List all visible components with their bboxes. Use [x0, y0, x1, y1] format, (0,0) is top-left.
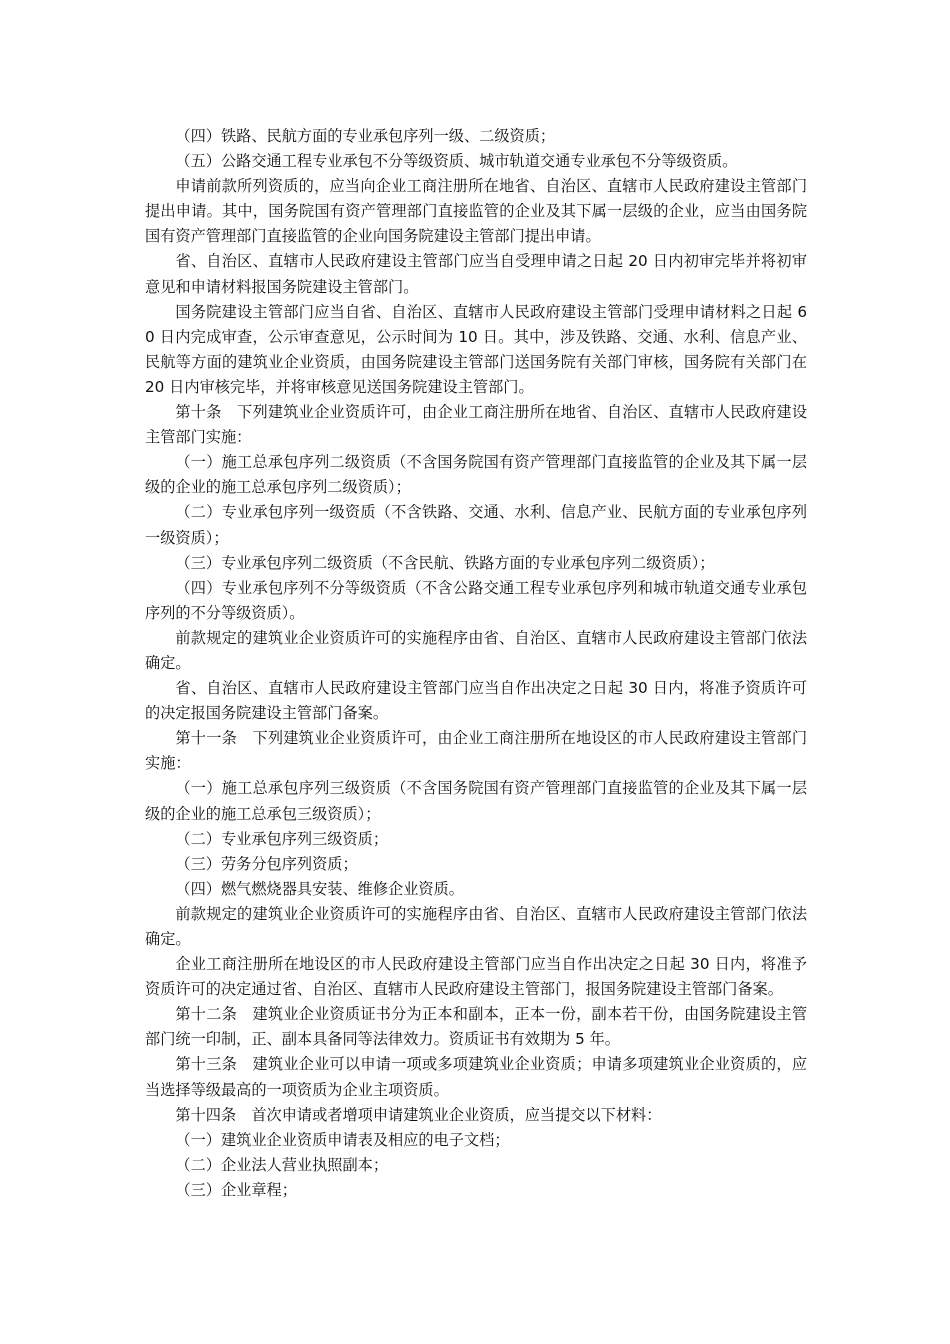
article-11: 第十一条 下列建筑业企业资质许可，由企业工商注册所在地设区的市人民政府建设主管部门实施：: [145, 729, 807, 773]
paragraph: （一）施工总承包序列二级资质（不含国务院国有资产管理部门直接监管的企业及其下属一层级的企业的施工总承包序列二级资质）；: [145, 453, 807, 497]
paragraph: 前款规定的建筑业企业资质许可的实施程序由省、自治区、直辖市人民政府建设主管部门依法确定。: [145, 628, 807, 672]
paragraph: （四）燃气燃烧器具安装、维修企业资质。: [175, 879, 464, 898]
article-13: 第十三条 建筑业企业可以申请一项或多项建筑业企业资质；申请多项建筑业企业资质的，应当选择等级最高的一项资质为企业主项资质。: [145, 1055, 807, 1099]
paragraph: 国务院建设主管部门应当自省、自治区、直辖市人民政府建设主管部门受理申请材料之日起 60 日内完成审查，公示审查意见，公示时间为 10 日。其中，涉及铁路、交通、水利、信息产业、民航等方面的建筑业企业资质，由国务院建设主管部门送国务院有关部门审核，国务院有关部门在 20 日内审核完毕，并将审核意见送国务院建设主管部门。: [145, 302, 807, 396]
article-14: 第十四条 首次申请或者增项申请建筑业企业资质，应当提交以下材料：: [175, 1105, 662, 1124]
paragraph: 申请前款所列资质的，应当向企业工商注册所在地省、自治区、直辖市人民政府建设主管部门提出申请。其中，国务院国有资产管理部门直接监管的企业及其下属一层级的企业，应当由国务院国有资产管理部门直接监管的企业向国务院建设主管部门提出申请。: [145, 177, 807, 246]
paragraph: （二）专业承包序列三级资质；: [175, 829, 389, 848]
paragraph: （三）企业章程；: [175, 1180, 297, 1199]
paragraph: 省、自治区、直辖市人民政府建设主管部门应当自受理申请之日起 20 日内初审完毕并将初审意见和申请材料报国务院建设主管部门。: [145, 252, 807, 296]
paragraph: （五）公路交通工程专业承包不分等级资质、城市轨道交通专业承包不分等级资质。: [175, 152, 738, 171]
paragraph: （四）铁路、民航方面的专业承包序列一级、二级资质；: [175, 127, 556, 145]
paragraph: （三）劳务分包序列资质；: [175, 854, 358, 873]
paragraph: 前款规定的建筑业企业资质许可的实施程序由省、自治区、直辖市人民政府建设主管部门依法确定。: [145, 904, 807, 948]
paragraph: （三）专业承包序列二级资质（不含民航、铁路方面的专业承包序列二级资质）；: [175, 553, 715, 572]
paragraph: 企业工商注册所在地设区的市人民政府建设主管部门应当自作出决定之日起 30 日内，将准予资质许可的决定通过省、自治区、直辖市人民政府建设主管部门，报国务院建设主管部门备案。: [145, 955, 807, 999]
paragraph: （一）施工总承包序列三级资质（不含国务院国有资产管理部门直接监管的企业及其下属一层级的企业的施工总承包三级资质）；: [145, 779, 807, 823]
paragraph: （四）专业承包序列不分等级资质（不含公路交通工程专业承包序列和城市轨道交通专业承包序列的不分等级资质）。: [145, 578, 807, 622]
paragraph: （二）企业法人营业执照副本；: [175, 1155, 389, 1174]
article-10: 第十条 下列建筑业企业资质许可，由企业工商注册所在地省、自治区、直辖市人民政府建设主管部门实施：: [145, 403, 807, 447]
article-12: 第十二条 建筑业企业资质证书分为正本和副本，正本一份，副本若干份，由国务院建设主管部门统一印制，正、副本具备同等法律效力。资质证书有效期为 5 年。: [145, 1005, 807, 1049]
document-body: [145, 124, 807, 1203]
paragraph: （二）专业承包序列一级资质（不含铁路、交通、水利、信息产业、民航方面的专业承包序列一级资质）；: [145, 503, 807, 547]
paragraph: 省、自治区、直辖市人民政府建设主管部门应当自作出决定之日起 30 日内，将准予资质许可的决定报国务院建设主管部门备案。: [145, 679, 807, 723]
paragraph: （一）建筑业企业资质申请表及相应的电子文档；: [175, 1130, 510, 1149]
